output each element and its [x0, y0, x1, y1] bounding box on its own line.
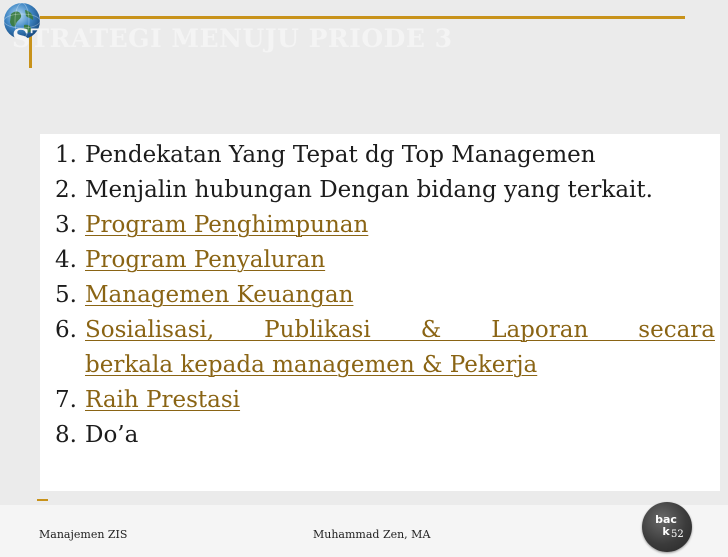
list-item-text: Do’a: [85, 422, 139, 448]
list-item-number: 5.: [55, 282, 77, 308]
slide-title: STRATEGI MENUJU PRIODE 3: [12, 24, 453, 53]
list-item-number: 4.: [55, 247, 77, 273]
sosialisasi-link-line2[interactable]: berkala kepada managemen & Pekerja: [85, 352, 538, 378]
footer-author: Muhammad Zen, MA: [313, 528, 431, 541]
back-button[interactable]: back: [642, 502, 692, 552]
list-item: [55, 313, 715, 383]
list-item: [55, 208, 715, 243]
footer-course-name: Manajemen ZIS: [39, 528, 128, 541]
list-item-number: 8.: [55, 422, 77, 448]
list-item-text: Pendekatan Yang Tepat dg Top Managemen: [85, 142, 596, 168]
list-item-number: 1.: [55, 142, 77, 168]
list-item: [55, 383, 715, 418]
raih-prestasi-link[interactable]: Raih Prestasi: [85, 387, 241, 413]
list-item: [55, 173, 715, 208]
top-accent-rule: [40, 16, 685, 19]
list-item: [55, 138, 715, 173]
list-item: [55, 243, 715, 278]
page-number: 52: [671, 529, 684, 540]
list-item-number: 6.: [55, 317, 77, 343]
list-item-number: 2.: [55, 177, 77, 203]
bottom-accent-tick: [37, 499, 48, 501]
program-penyaluran-link[interactable]: Program Penyaluran: [85, 247, 326, 273]
program-penghimpunan-link[interactable]: Program Penghimpunan: [85, 212, 369, 238]
list-item: [55, 278, 715, 313]
list-item: [55, 418, 715, 453]
sosialisasi-link-line1[interactable]: Sosialisasi, Publikasi & Laporan secara: [85, 317, 715, 343]
list-item-number: 7.: [55, 387, 77, 413]
list-item-number: 3.: [55, 212, 77, 238]
strategy-list: [55, 138, 715, 453]
list-item-text: Menjalin hubungan Dengan bidang yang terkait.: [85, 177, 653, 203]
managemen-keuangan-link[interactable]: Managemen Keuangan: [85, 282, 354, 308]
